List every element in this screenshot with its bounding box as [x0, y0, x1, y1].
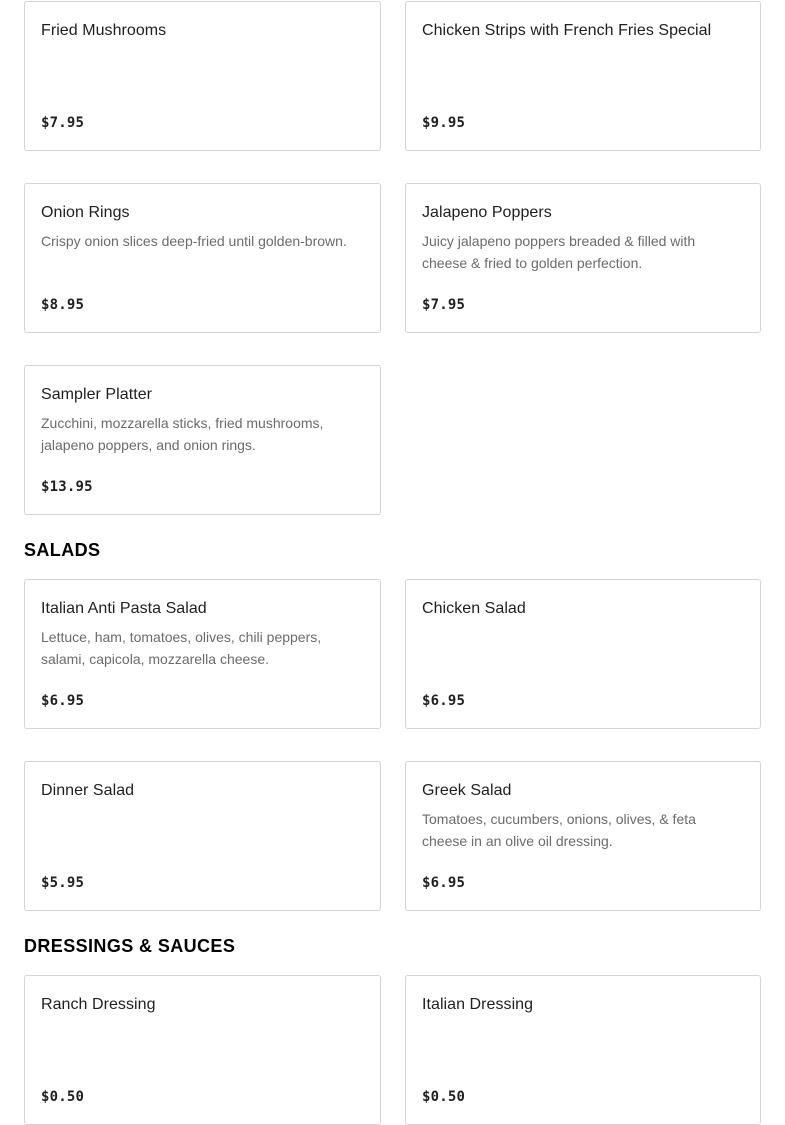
menu-item-name: Chicken Strips with French Fries Special: [422, 22, 712, 39]
menu-item-price: $6.95: [422, 875, 466, 891]
menu-item-card[interactable]: [24, 1, 381, 151]
menu-item-price: $6.95: [41, 693, 85, 709]
menu-item-price: $0.50: [41, 1089, 85, 1105]
menu-item-price: $7.95: [41, 115, 85, 131]
menu-item-card[interactable]: [405, 579, 761, 729]
menu-item-card[interactable]: [405, 183, 761, 333]
menu-item-card[interactable]: [24, 365, 381, 515]
menu-item-price: $9.95: [422, 115, 466, 131]
menu-item-card[interactable]: [24, 183, 381, 333]
menu-item-name: Italian Anti Pasta Salad: [41, 600, 207, 617]
menu-item-description: Zucchini, mozzarella sticks, fried mushrooms, jalapeno poppers, and onion rings.: [41, 415, 324, 453]
menu-item-card[interactable]: [24, 975, 381, 1125]
section-heading-salads: SALADS: [24, 540, 101, 560]
menu-item-description: Tomatoes, cucumbers, onions, olives, & feta cheese in an olive oil dressing.: [422, 811, 696, 849]
menu-item-description: Crispy onion slices deep-fried until golden-brown.: [41, 233, 347, 249]
menu-item-card[interactable]: [24, 761, 381, 911]
menu-item-name: Onion Rings: [41, 204, 130, 221]
menu-item-name: Italian Dressing: [422, 996, 534, 1013]
menu-item-description: Juicy jalapeno poppers breaded & filled with cheese & fried to golden perfection.: [422, 233, 696, 271]
menu-item-name: Jalapeno Poppers: [422, 204, 552, 221]
menu-item-name: Chicken Salad: [422, 600, 526, 617]
menu-item-price: $6.95: [422, 693, 466, 709]
menu-item-card[interactable]: [405, 761, 761, 911]
menu-item-card[interactable]: [405, 975, 761, 1125]
menu-item-card[interactable]: [405, 1, 761, 151]
menu-item-description: Lettuce, ham, tomatoes, olives, chili peppers, salami, capicola, mozzarella cheese.: [41, 629, 322, 667]
menu-item-name: Greek Salad: [422, 782, 512, 799]
menu-item-price: $13.95: [41, 479, 93, 495]
menu-item-price: $0.50: [422, 1089, 466, 1105]
menu-item-card[interactable]: [24, 579, 381, 729]
menu-item-name: Fried Mushrooms: [41, 22, 167, 39]
menu-item-price: $5.95: [41, 875, 85, 891]
menu-item-name: Dinner Salad: [41, 782, 135, 799]
section-heading-dressings: DRESSINGS & SAUCES: [24, 936, 236, 956]
menu-item-name: Sampler Platter: [41, 386, 153, 403]
menu-item-price: $8.95: [41, 297, 85, 313]
menu-item-name: Ranch Dressing: [41, 996, 156, 1013]
menu-item-price: $7.95: [422, 297, 466, 313]
